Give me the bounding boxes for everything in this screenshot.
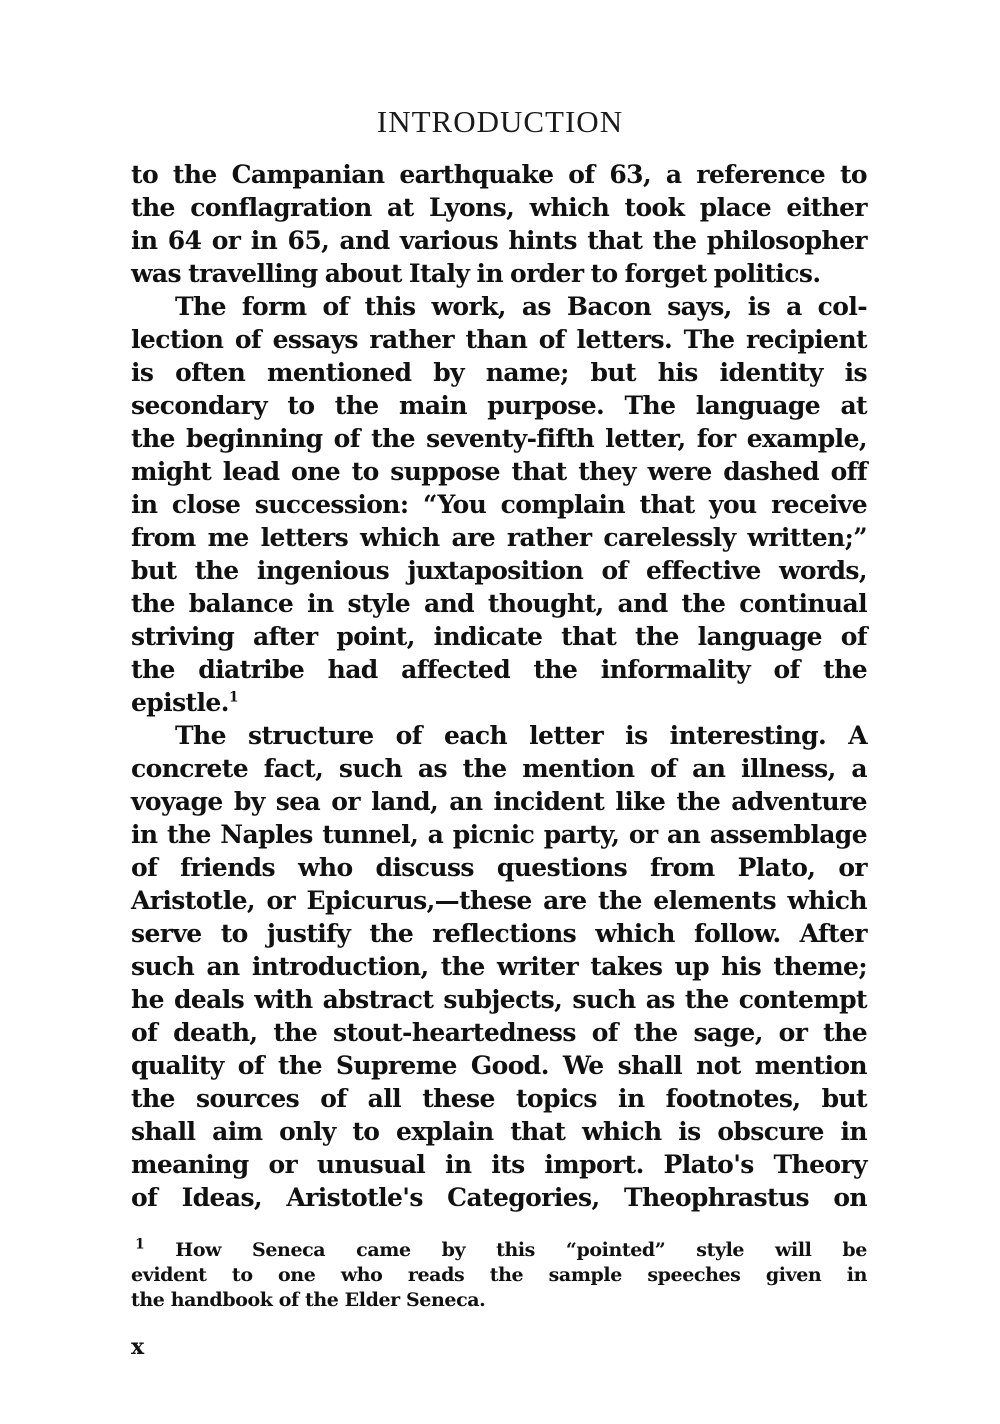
text-line: the conflagration at Lyons, which took place either [131,193,867,222]
text-line: meaning or unusual in its import. Plato's Theory [131,1150,867,1179]
footnote-marker: 1 [135,1236,145,1253]
body-text [131,158,867,1214]
footnote-line [131,1238,867,1263]
page-number: x [131,1334,145,1360]
text-line: in close succession: “You complain that you receive [131,490,867,519]
text-line: striving after point, indicate that the language of [131,622,867,651]
text-line: of friends who discuss questions from Plato, or [131,853,867,882]
text-line: is often mentioned by name; but his identity is [131,358,867,387]
text-line: might lead one to suppose that they were dashed off [131,457,867,486]
text-line: was travelling about Italy in order to forget politics. [131,259,821,288]
text-line: the beginning of the seventy-fifth letter, for example, [131,424,867,453]
footnote-line: evident to one who reads the sample speeches given in [131,1264,867,1286]
text-line: the balance in style and thought, and the continual [131,589,867,618]
text-line: in 64 or in 65, and various hints that the philosopher [131,226,867,255]
text-line: concrete fact, such as the mention of an illness, a [131,754,867,783]
text-line: the diatribe had affected the informality of the [131,655,867,684]
text-line: the sources of all these topics in footnotes, but [131,1084,867,1113]
text-line: The structure of each letter is interesting. A [175,721,867,750]
footnote-text: How Seneca came by this “pointed” style will be [175,1239,867,1261]
text-line: Aristotle, or Epicurus,—these are the elements which [131,886,867,915]
text-line-end: epistle. [131,688,229,717]
text-line: voyage by sea or land, an incident like the adventure [131,787,867,816]
running-head: INTRODUCTION [376,104,624,139]
footnote-reference[interactable]: 1 [228,689,238,706]
text-line: in the Naples tunnel, a picnic party, or an assemblage [131,820,867,849]
text-line: quality of the Supreme Good. We shall not mention [131,1051,867,1080]
text-line: lection of essays rather than of letters. The recipient [131,325,867,354]
text-line: of Ideas, Aristotle's Categories, Theophrastus on [131,1183,867,1212]
text-line: The form of this work, as Bacon says, is a col- [175,292,867,321]
footnote [131,1238,867,1313]
text-line: shall aim only to explain that which is obscure in [131,1117,867,1146]
text-line: he deals with abstract subjects, such as the contempt [131,985,867,1014]
text-line: to the Campanian earthquake of 63, a reference to [131,160,867,189]
text-line: secondary to the main purpose. The language at [131,391,867,420]
text-line: from me letters which are rather carelessly written;” [131,523,867,552]
text-line [131,686,867,719]
footnote-line: the handbook of the Elder Seneca. [131,1289,486,1311]
text-line: of death, the stout-heartedness of the sage, or the [131,1018,867,1047]
text-line: serve to justify the reflections which follow. After [131,919,867,948]
text-line: but the ingenious juxtaposition of effective words, [131,556,867,585]
text-line: such an introduction, the writer takes up his theme; [131,952,867,981]
